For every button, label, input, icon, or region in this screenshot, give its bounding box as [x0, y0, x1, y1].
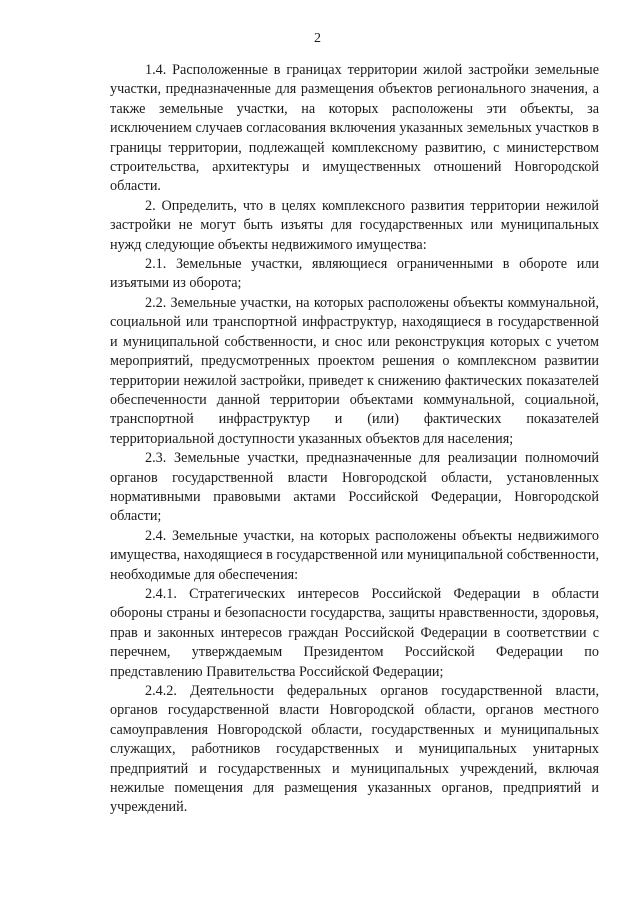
paragraph-2-4: 2.4. Земельные участки, на которых расположены объекты недвижимого имущества, находящиеся в государственной или муниципальной собственности, необходимые для обеспечения: — [110, 527, 599, 583]
paragraph-2: 2. Определить, что в целях комплексного развития территории нежилой застройки не могут быть изъяты для государственных или муниципальных нужд следующие объекты недвижимого имущества: — [110, 197, 599, 253]
paragraph-2-4-1: 2.4.1. Стратегических интересов Российской Федерации в области обороны страны и безопасности государства, защиты нравственности, здоровья, прав и законных интересов граждан Российской Федерации в соответствии с перечнем, утверждаемым Президентом Российской Федерации по представлению Правительства Российской Федерации; — [110, 585, 599, 680]
paragraph-2-4-2: 2.4.2. Деятельности федеральных органов государственной власти, органов государственной власти Новгородской области, органов местного самоуправления Новгородской области, государственных и муниципальных служащих, работников государственных и муниципальных унитарных предприятий и государственных и муниципальных учреждений, включая нежилые помещения для размещения указанных органов, предприятий и учреждений. — [110, 683, 599, 816]
document-body — [110, 61, 599, 818]
paragraph-2-1: 2.1. Земельные участки, являющиеся ограниченными в обороте или изъятыми из оборота; — [110, 256, 599, 292]
page-number: 2 — [314, 31, 321, 46]
paragraph-2-2: 2.2. Земельные участки, на которых расположены объекты коммунальной, социальной или транспортной инфраструктур, находящиеся в государственной и муниципальной собственности, и снос или реконструкция которых с учетом мероприятий, предусмотренных проектом решения о комплексном развитии территории нежилой застройки, приведет к снижению фактических показателей обеспеченности данной территории объектами коммунальной, социальной, транспортной инфраструктур и (или) фактических показателей территориальной доступности указанных объектов для населения; — [110, 294, 599, 447]
paragraph-1-4: 1.4. Расположенные в границах территории жилой застройки земельные участки, предназначенные для размещения объектов регионального значения, а также земельные участки, на которых расположены эти объекты, за исключением случаев согласования включения указанных земельных участков в границы территории, подлежащей комплексному развитию, с министерством строительства, архитектуры и имущественных отношений Новгородской области. — [110, 62, 599, 195]
paragraph-2-3: 2.3. Земельные участки, предназначенные для реализации полномочий органов государственной власти Новгородской области, установленных нормативными правовыми актами Российской Федерации, Новгородской области; — [110, 450, 599, 525]
